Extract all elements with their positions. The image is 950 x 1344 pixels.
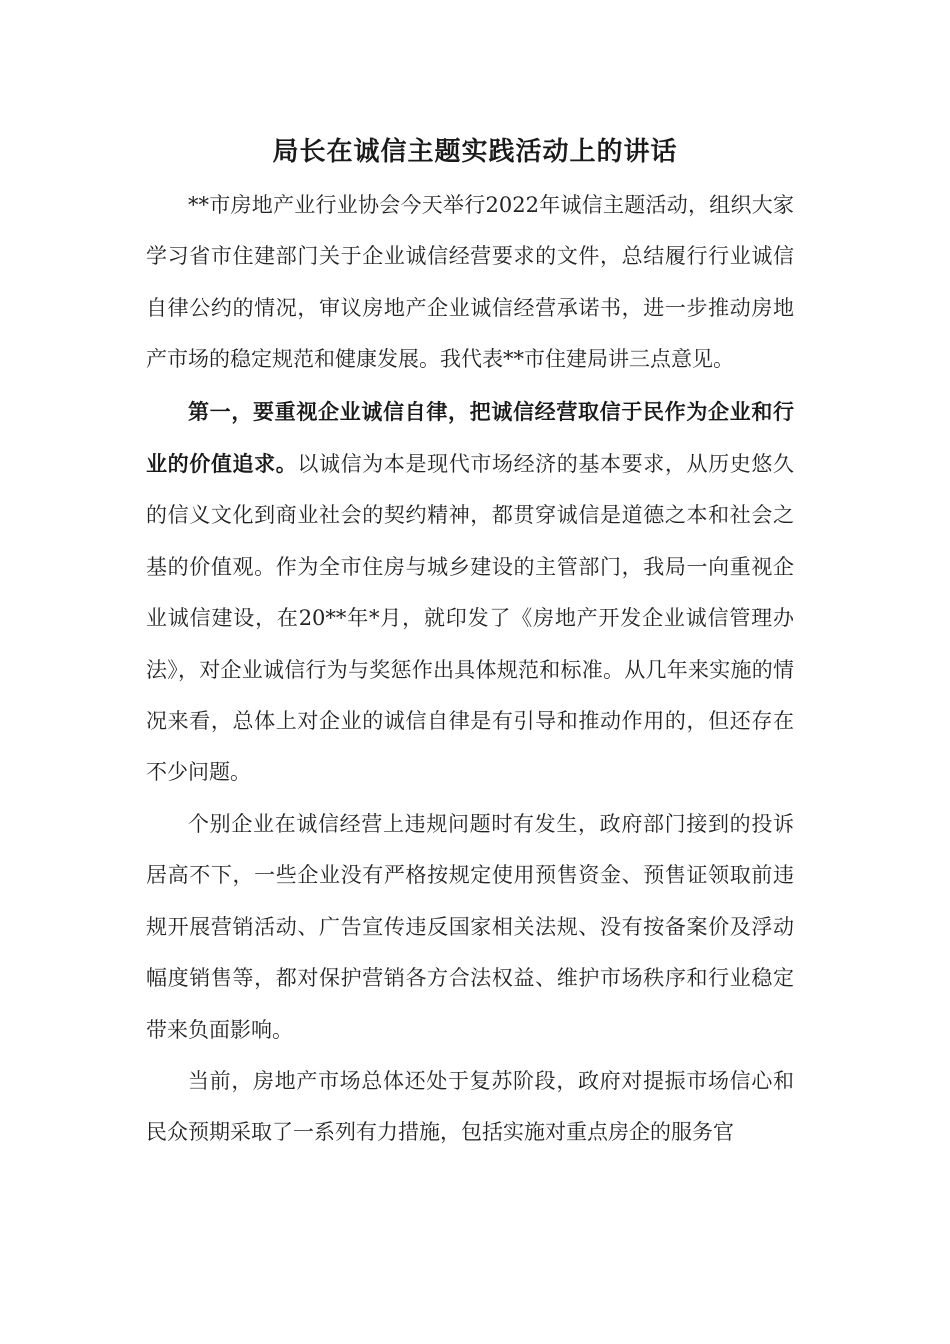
paragraph-intro — [146, 180, 794, 386]
paragraph-point-one — [146, 386, 794, 799]
paragraph-text: 以诚信为本是现代市场经济的基本要求，从历史悠久的信义文化到商业社会的契约精神，都贯穿诚信是道德之本和社会之基的价值观。作为全市住房与城乡建设的主管部门，我局一向重视企业诚信建设，在20**年*月，就印发了《房地产开发企业诚信管理办法》，对企业诚信行为与奖惩作出具体规范和标准。从几年来实施的情况来看，总体上对企业的诚信自律是有引导和推动作用的，但还存在不少问题。 — [146, 452, 795, 785]
paragraph-text: 个别企业在诚信经营上违规问题时有发生，政府部门接到的投诉居高不下，一些企业没有严格按规定使用预售资金、预售证领取前违规开展营销活动、广告宣传违反国家相关法规、没有按备案价及浮动幅度销售等，都对保护营销各方合法权益、维护市场秩序和行业稳定带来负面影响。 — [146, 811, 794, 1042]
paragraph-problems — [146, 799, 794, 1056]
paragraph-text: **市房地产业行业协会今天举行2022年诚信主题活动，组织大家学习省市住建部门关于企业诚信经营要求的文件，总结履行行业诚信自律公约的情况，审议房地产企业诚信经营承诺书，进一步推动房地产市场的稳定规范和健康发展。我代表**市住建局讲三点意见。 — [146, 193, 794, 372]
document-body — [146, 180, 794, 1159]
paragraph-lead-heading: 第一，要重视企业诚信自律，把诚信经营取信于民作为企业和行业的价值追求。 — [146, 398, 794, 477]
paragraph-current-situation — [146, 1056, 794, 1159]
paragraph-text: 当前，房地产市场总体还处于复苏阶段，政府对提振市场信心和民众预期采取了一系列有力措施，包括实施对重点房企的服务官 — [146, 1068, 794, 1145]
document-title: 局长在诚信主题实践活动上的讲话 — [272, 137, 678, 167]
